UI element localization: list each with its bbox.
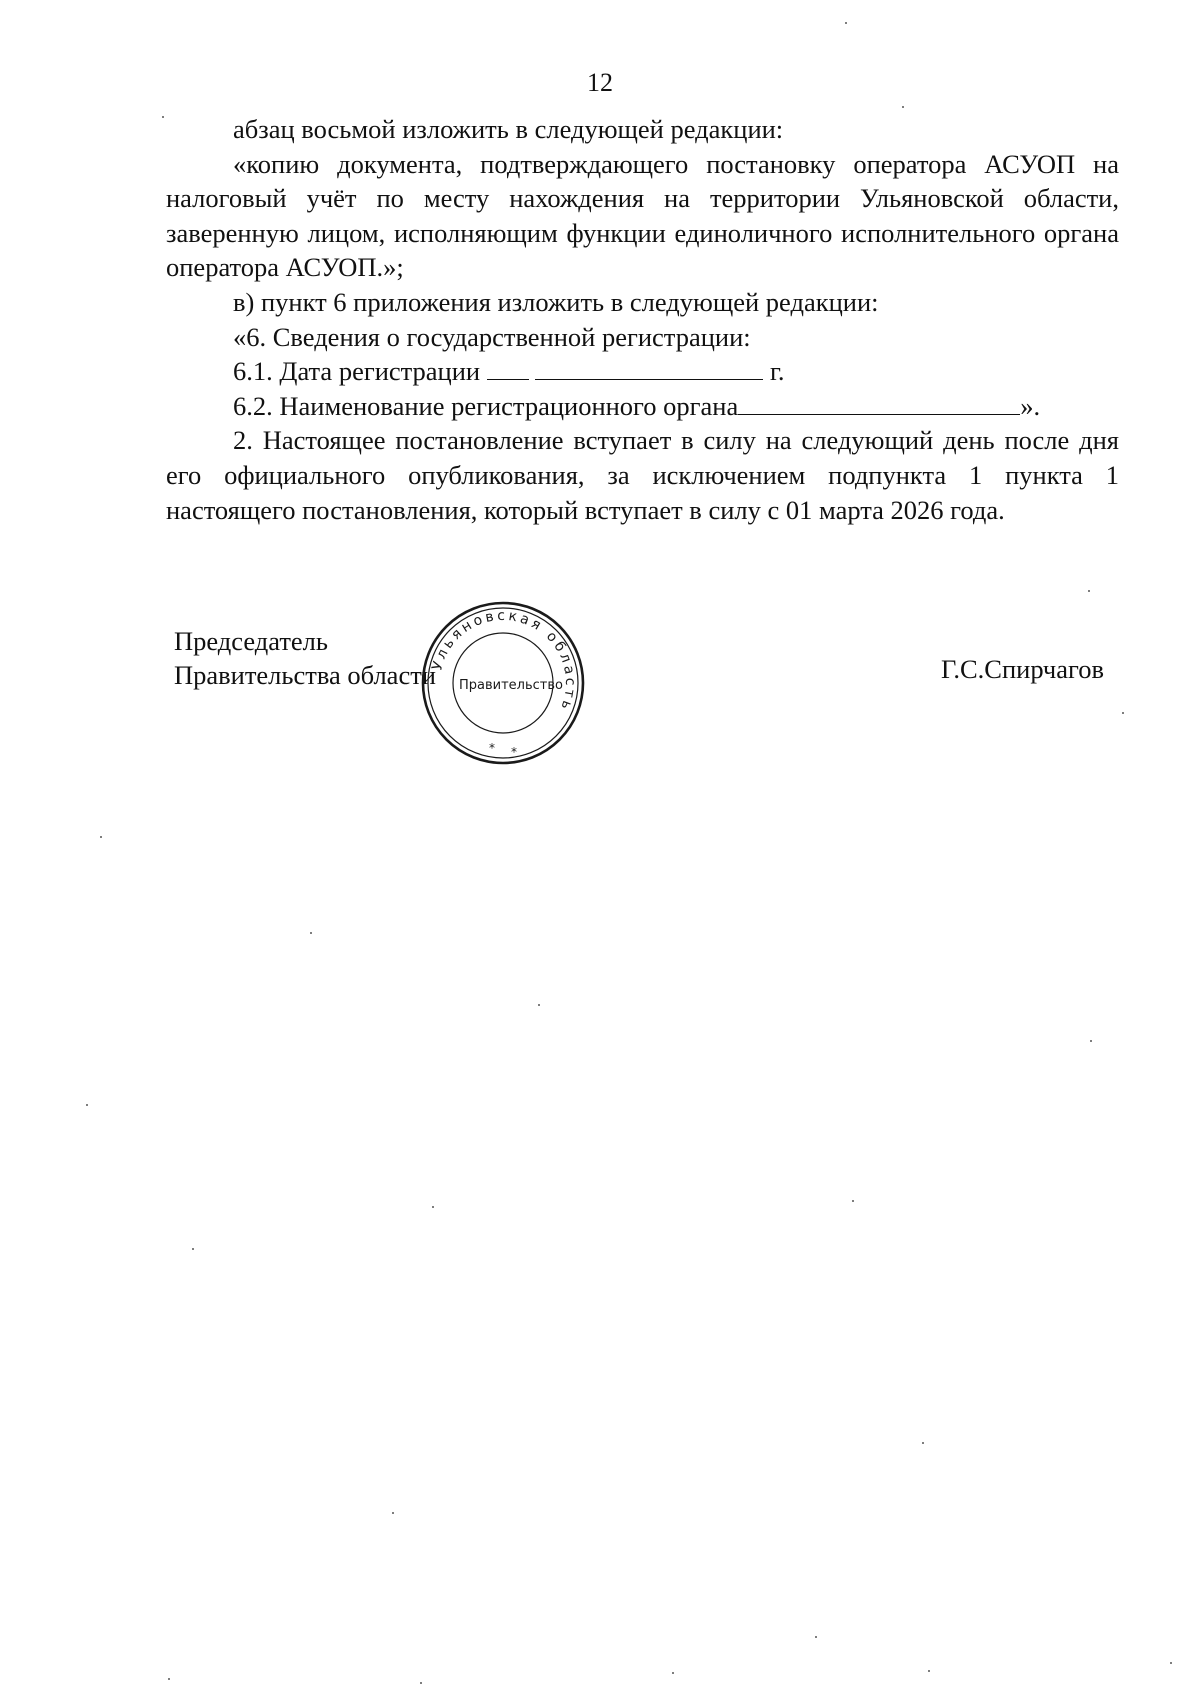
svg-text:Правительство: Правительство	[459, 678, 563, 693]
scan-speck	[815, 1636, 817, 1638]
scan-speck	[86, 1104, 88, 1106]
document-body	[166, 112, 1119, 527]
official-seal-stamp	[418, 598, 588, 768]
paragraph-intro: абзац восьмой изложить в следующей редакции:	[233, 114, 784, 144]
scan-speck	[310, 932, 312, 934]
scan-speck	[162, 116, 164, 118]
paragraph-effective-date: 2. Настоящее постановление вступает в силу на следующий день после дня его официального опубликования, за исключением подпункта 1 пункта 1 настоящего постановления, который вступает в силу с 01 марта 2026 года.	[166, 425, 1119, 525]
scan-speck	[845, 22, 847, 24]
quote-close: ».	[1020, 390, 1041, 421]
signatory-title-line1: Председатель	[174, 626, 328, 656]
scan-speck	[538, 1004, 540, 1006]
scan-speck	[100, 836, 102, 838]
scan-speck	[922, 1442, 924, 1444]
paragraph-section-6: «6. Сведения о государственной регистрации:	[233, 321, 751, 352]
svg-text:*: *	[511, 745, 517, 759]
registration-date-label: 6.1. Дата регистрации	[233, 356, 481, 387]
scan-speck	[1090, 1040, 1092, 1042]
scan-speck	[432, 1206, 434, 1208]
authority-blank	[738, 390, 1020, 415]
scan-speck	[902, 106, 904, 108]
paragraph-subitem-v: в) пункт 6 приложения изложить в следующей редакции:	[233, 286, 879, 317]
paragraph-registration-date	[166, 354, 1119, 389]
page-number: 12	[587, 68, 613, 97]
svg-text:Ульяновская область: Ульяновская область	[429, 607, 579, 715]
year-suffix: г.	[769, 356, 785, 387]
day-blank	[487, 355, 529, 380]
scan-speck	[1170, 1662, 1172, 1664]
paragraph-quote: «копию документа, подтверждающего постановку оператора АСУОП на налоговый учёт по месту нахождения на территории Ульяновской области, заверенную лицом, исполняющим функции единоличного исполнительного органа оператора АСУОП.»;	[166, 148, 1119, 283]
signatory-title-line2: Правительства области	[174, 660, 436, 690]
signatory-name: Г.С.Спирчагов	[941, 654, 1104, 684]
scan-speck	[420, 1682, 422, 1684]
signatory-title	[174, 624, 436, 692]
scan-speck	[1122, 712, 1124, 714]
scan-speck	[852, 1200, 854, 1202]
scan-speck	[928, 1670, 930, 1672]
scan-speck	[1088, 590, 1090, 592]
registration-authority-label: 6.2. Наименование регистрационного органа	[233, 390, 739, 421]
scan-speck	[168, 1678, 170, 1680]
scan-speck	[672, 1672, 674, 1674]
date-blank	[535, 355, 763, 380]
svg-text:*: *	[489, 741, 495, 755]
scan-speck	[192, 1248, 194, 1250]
paragraph-registration-authority	[166, 389, 1119, 424]
scan-speck	[392, 1512, 394, 1514]
